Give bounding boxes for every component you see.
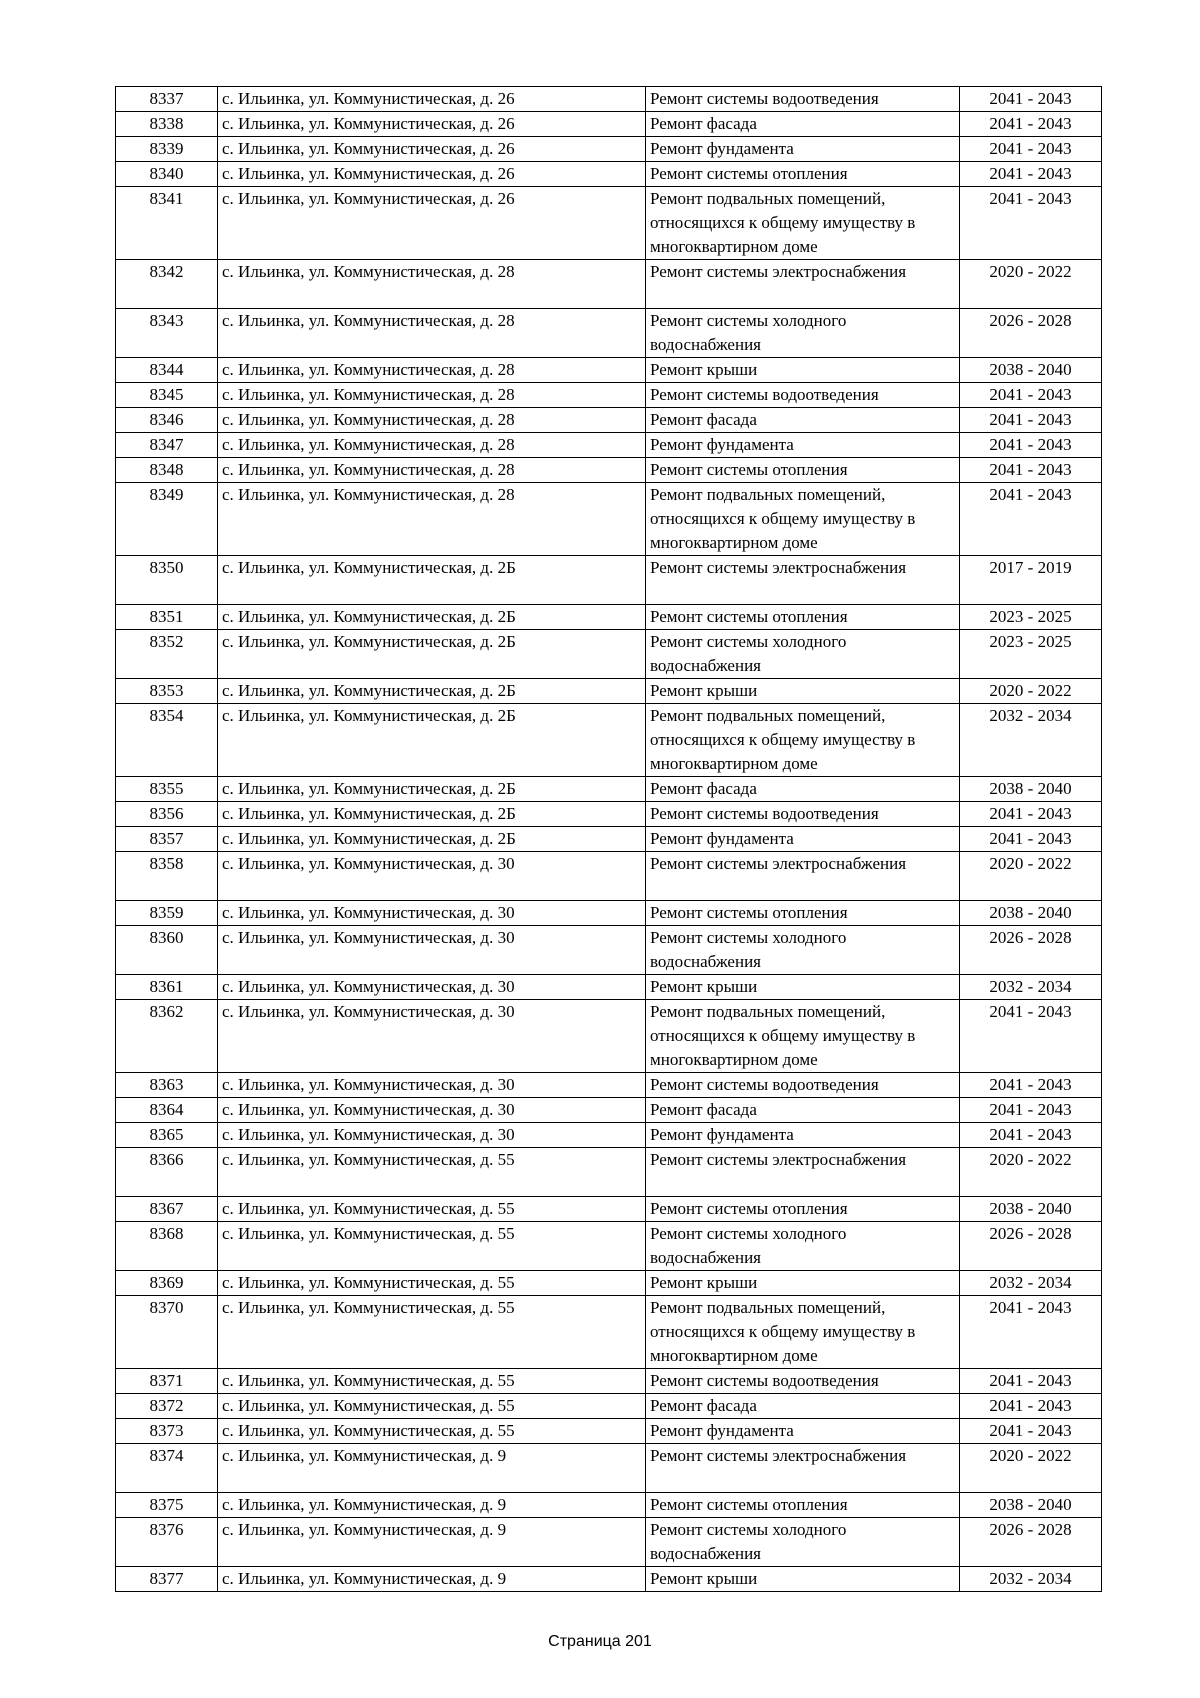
address-cell: с. Ильинка, ул. Коммунистическая, д. 30 [218, 852, 646, 901]
period-cell: 2032 - 2034 [960, 704, 1102, 777]
work-type-cell: Ремонт фасада [646, 777, 960, 802]
work-type-cell: Ремонт фундамента [646, 433, 960, 458]
row-number-cell: 8374 [116, 1444, 218, 1493]
period-cell: 2041 - 2043 [960, 802, 1102, 827]
address-cell: с. Ильинка, ул. Коммунистическая, д. 30 [218, 1123, 646, 1148]
work-type-cell: Ремонт фундамента [646, 137, 960, 162]
table-row [116, 556, 1102, 605]
address-cell: с. Ильинка, ул. Коммунистическая, д. 55 [218, 1271, 646, 1296]
table-row [116, 1296, 1102, 1369]
work-type-cell: Ремонт подвальных помещений, относящихся к общему имуществу в многоквартирном доме [646, 187, 960, 260]
period-cell: 2041 - 2043 [960, 433, 1102, 458]
table-row [116, 433, 1102, 458]
table-row [116, 1493, 1102, 1518]
address-cell: с. Ильинка, ул. Коммунистическая, д. 2Б [218, 630, 646, 679]
period-cell: 2020 - 2022 [960, 852, 1102, 901]
table-row [116, 1222, 1102, 1271]
page-number: Страница 201 [548, 1633, 652, 1650]
period-cell: 2041 - 2043 [960, 1419, 1102, 1444]
address-cell: с. Ильинка, ул. Коммунистическая, д. 30 [218, 926, 646, 975]
work-type-cell: Ремонт системы холодного водоснабжения [646, 1222, 960, 1271]
work-type-cell: Ремонт системы электроснабжения [646, 260, 960, 309]
row-number-cell: 8350 [116, 556, 218, 605]
work-type-cell: Ремонт системы отопления [646, 901, 960, 926]
period-cell: 2041 - 2043 [960, 1123, 1102, 1148]
work-type-cell: Ремонт крыши [646, 1567, 960, 1592]
period-cell: 2020 - 2022 [960, 1148, 1102, 1197]
row-number-cell: 8367 [116, 1197, 218, 1222]
row-number-cell: 8348 [116, 458, 218, 483]
row-number-cell: 8369 [116, 1271, 218, 1296]
work-type-cell: Ремонт системы холодного водоснабжения [646, 1518, 960, 1567]
row-number-cell: 8375 [116, 1493, 218, 1518]
table-row [116, 408, 1102, 433]
address-cell: с. Ильинка, ул. Коммунистическая, д. 55 [218, 1419, 646, 1444]
period-cell: 2041 - 2043 [960, 1000, 1102, 1073]
period-cell: 2041 - 2043 [960, 483, 1102, 556]
table-row [116, 309, 1102, 358]
period-cell: 2032 - 2034 [960, 975, 1102, 1000]
row-number-cell: 8343 [116, 309, 218, 358]
row-number-cell: 8354 [116, 704, 218, 777]
address-cell: с. Ильинка, ул. Коммунистическая, д. 30 [218, 1073, 646, 1098]
table-row [116, 162, 1102, 187]
table-row [116, 1073, 1102, 1098]
period-cell: 2032 - 2034 [960, 1271, 1102, 1296]
table-row [116, 1271, 1102, 1296]
address-cell: с. Ильинка, ул. Коммунистическая, д. 30 [218, 901, 646, 926]
table-row [116, 827, 1102, 852]
work-type-cell: Ремонт фасада [646, 1394, 960, 1419]
table-row [116, 679, 1102, 704]
table-row [116, 777, 1102, 802]
address-cell: с. Ильинка, ул. Коммунистическая, д. 9 [218, 1518, 646, 1567]
row-number-cell: 8340 [116, 162, 218, 187]
row-number-cell: 8339 [116, 137, 218, 162]
address-cell: с. Ильинка, ул. Коммунистическая, д. 28 [218, 408, 646, 433]
row-number-cell: 8342 [116, 260, 218, 309]
period-cell: 2038 - 2040 [960, 358, 1102, 383]
table-row [116, 1394, 1102, 1419]
row-number-cell: 8356 [116, 802, 218, 827]
address-cell: с. Ильинка, ул. Коммунистическая, д. 30 [218, 1098, 646, 1123]
work-type-cell: Ремонт системы водоотведения [646, 383, 960, 408]
row-number-cell: 8351 [116, 605, 218, 630]
work-type-cell: Ремонт системы отопления [646, 162, 960, 187]
address-cell: с. Ильинка, ул. Коммунистическая, д. 9 [218, 1493, 646, 1518]
row-number-cell: 8365 [116, 1123, 218, 1148]
address-cell: с. Ильинка, ул. Коммунистическая, д. 2Б [218, 704, 646, 777]
work-type-cell: Ремонт системы отопления [646, 1493, 960, 1518]
table-row [116, 1197, 1102, 1222]
table-row [116, 1148, 1102, 1197]
address-cell: с. Ильинка, ул. Коммунистическая, д. 2Б [218, 679, 646, 704]
table-row [116, 926, 1102, 975]
table-row [116, 458, 1102, 483]
period-cell: 2041 - 2043 [960, 1369, 1102, 1394]
address-cell: с. Ильинка, ул. Коммунистическая, д. 28 [218, 458, 646, 483]
period-cell: 2038 - 2040 [960, 1197, 1102, 1222]
period-cell: 2041 - 2043 [960, 383, 1102, 408]
work-type-cell: Ремонт системы электроснабжения [646, 1148, 960, 1197]
address-cell: с. Ильинка, ул. Коммунистическая, д. 28 [218, 260, 646, 309]
work-type-cell: Ремонт системы водоотведения [646, 802, 960, 827]
table-row [116, 358, 1102, 383]
work-type-cell: Ремонт фундамента [646, 1419, 960, 1444]
address-cell: с. Ильинка, ул. Коммунистическая, д. 55 [218, 1222, 646, 1271]
work-type-cell: Ремонт системы холодного водоснабжения [646, 630, 960, 679]
row-number-cell: 8353 [116, 679, 218, 704]
work-type-cell: Ремонт системы электроснабжения [646, 1444, 960, 1493]
table-row [116, 260, 1102, 309]
period-cell: 2041 - 2043 [960, 1073, 1102, 1098]
row-number-cell: 8364 [116, 1098, 218, 1123]
period-cell: 2041 - 2043 [960, 1296, 1102, 1369]
address-cell: с. Ильинка, ул. Коммунистическая, д. 28 [218, 433, 646, 458]
address-cell: с. Ильинка, ул. Коммунистическая, д. 30 [218, 1000, 646, 1073]
period-cell: 2041 - 2043 [960, 827, 1102, 852]
address-cell: с. Ильинка, ул. Коммунистическая, д. 55 [218, 1197, 646, 1222]
work-type-cell: Ремонт подвальных помещений, относящихся к общему имуществу в многоквартирном доме [646, 1296, 960, 1369]
work-type-cell: Ремонт подвальных помещений, относящихся к общему имуществу в многоквартирном доме [646, 1000, 960, 1073]
address-cell: с. Ильинка, ул. Коммунистическая, д. 55 [218, 1394, 646, 1419]
work-type-cell: Ремонт фундамента [646, 827, 960, 852]
work-type-cell: Ремонт крыши [646, 358, 960, 383]
repair-schedule-table [115, 86, 1102, 1592]
table-row [116, 483, 1102, 556]
period-cell: 2026 - 2028 [960, 1518, 1102, 1567]
table-row [116, 1000, 1102, 1073]
work-type-cell: Ремонт подвальных помещений, относящихся к общему имуществу в многоквартирном доме [646, 483, 960, 556]
row-number-cell: 8352 [116, 630, 218, 679]
period-cell: 2041 - 2043 [960, 458, 1102, 483]
work-type-cell: Ремонт фасада [646, 1098, 960, 1123]
period-cell: 2041 - 2043 [960, 1394, 1102, 1419]
address-cell: с. Ильинка, ул. Коммунистическая, д. 2Б [218, 605, 646, 630]
address-cell: с. Ильинка, ул. Коммунистическая, д. 26 [218, 112, 646, 137]
address-cell: с. Ильинка, ул. Коммунистическая, д. 28 [218, 309, 646, 358]
row-number-cell: 8366 [116, 1148, 218, 1197]
address-cell: с. Ильинка, ул. Коммунистическая, д. 28 [218, 358, 646, 383]
row-number-cell: 8359 [116, 901, 218, 926]
table-row [116, 87, 1102, 112]
address-cell: с. Ильинка, ул. Коммунистическая, д. 2Б [218, 556, 646, 605]
table-row [116, 852, 1102, 901]
period-cell: 2020 - 2022 [960, 1444, 1102, 1493]
row-number-cell: 8338 [116, 112, 218, 137]
work-type-cell: Ремонт системы отопления [646, 605, 960, 630]
work-type-cell: Ремонт системы водоотведения [646, 87, 960, 112]
row-number-cell: 8349 [116, 483, 218, 556]
address-cell: с. Ильинка, ул. Коммунистическая, д. 9 [218, 1444, 646, 1493]
row-number-cell: 8368 [116, 1222, 218, 1271]
period-cell: 2041 - 2043 [960, 187, 1102, 260]
table-row [116, 975, 1102, 1000]
address-cell: с. Ильинка, ул. Коммунистическая, д. 9 [218, 1567, 646, 1592]
work-type-cell: Ремонт системы электроснабжения [646, 556, 960, 605]
period-cell: 2038 - 2040 [960, 1493, 1102, 1518]
row-number-cell: 8373 [116, 1419, 218, 1444]
table-row [116, 802, 1102, 827]
period-cell: 2038 - 2040 [960, 777, 1102, 802]
table-row [116, 187, 1102, 260]
row-number-cell: 8372 [116, 1394, 218, 1419]
work-type-cell: Ремонт крыши [646, 1271, 960, 1296]
row-number-cell: 8346 [116, 408, 218, 433]
address-cell: с. Ильинка, ул. Коммунистическая, д. 55 [218, 1148, 646, 1197]
period-cell: 2032 - 2034 [960, 1567, 1102, 1592]
row-number-cell: 8347 [116, 433, 218, 458]
row-number-cell: 8361 [116, 975, 218, 1000]
period-cell: 2038 - 2040 [960, 901, 1102, 926]
period-cell: 2041 - 2043 [960, 137, 1102, 162]
address-cell: с. Ильинка, ул. Коммунистическая, д. 26 [218, 87, 646, 112]
table-row [116, 605, 1102, 630]
period-cell: 2023 - 2025 [960, 605, 1102, 630]
address-cell: с. Ильинка, ул. Коммунистическая, д. 2Б [218, 827, 646, 852]
work-type-cell: Ремонт системы электроснабжения [646, 852, 960, 901]
period-cell: 2041 - 2043 [960, 408, 1102, 433]
row-number-cell: 8377 [116, 1567, 218, 1592]
address-cell: с. Ильинка, ул. Коммунистическая, д. 2Б [218, 777, 646, 802]
table-row [116, 137, 1102, 162]
work-type-cell: Ремонт системы водоотведения [646, 1369, 960, 1394]
row-number-cell: 8355 [116, 777, 218, 802]
period-cell: 2023 - 2025 [960, 630, 1102, 679]
work-type-cell: Ремонт системы холодного водоснабжения [646, 926, 960, 975]
table-row [116, 1567, 1102, 1592]
work-type-cell: Ремонт крыши [646, 679, 960, 704]
table-row [116, 1123, 1102, 1148]
work-type-cell: Ремонт фасада [646, 112, 960, 137]
work-type-cell: Ремонт системы водоотведения [646, 1073, 960, 1098]
period-cell: 2026 - 2028 [960, 926, 1102, 975]
period-cell: 2041 - 2043 [960, 162, 1102, 187]
row-number-cell: 8362 [116, 1000, 218, 1073]
row-number-cell: 8363 [116, 1073, 218, 1098]
table-row [116, 1518, 1102, 1567]
work-type-cell: Ремонт системы отопления [646, 1197, 960, 1222]
period-cell: 2026 - 2028 [960, 309, 1102, 358]
period-cell: 2041 - 2043 [960, 1098, 1102, 1123]
address-cell: с. Ильинка, ул. Коммунистическая, д. 55 [218, 1369, 646, 1394]
address-cell: с. Ильинка, ул. Коммунистическая, д. 26 [218, 137, 646, 162]
address-cell: с. Ильинка, ул. Коммунистическая, д. 2Б [218, 802, 646, 827]
period-cell: 2041 - 2043 [960, 87, 1102, 112]
period-cell: 2041 - 2043 [960, 112, 1102, 137]
table-row [116, 1369, 1102, 1394]
work-type-cell: Ремонт системы отопления [646, 458, 960, 483]
row-number-cell: 8371 [116, 1369, 218, 1394]
address-cell: с. Ильинка, ул. Коммунистическая, д. 30 [218, 975, 646, 1000]
row-number-cell: 8344 [116, 358, 218, 383]
address-cell: с. Ильинка, ул. Коммунистическая, д. 28 [218, 483, 646, 556]
table-row [116, 901, 1102, 926]
table-row [116, 1098, 1102, 1123]
work-type-cell: Ремонт системы холодного водоснабжения [646, 309, 960, 358]
row-number-cell: 8370 [116, 1296, 218, 1369]
work-type-cell: Ремонт фундамента [646, 1123, 960, 1148]
row-number-cell: 8360 [116, 926, 218, 975]
work-type-cell: Ремонт крыши [646, 975, 960, 1000]
period-cell: 2026 - 2028 [960, 1222, 1102, 1271]
period-cell: 2020 - 2022 [960, 679, 1102, 704]
address-cell: с. Ильинка, ул. Коммунистическая, д. 28 [218, 383, 646, 408]
row-number-cell: 8357 [116, 827, 218, 852]
table-row [116, 112, 1102, 137]
work-type-cell: Ремонт подвальных помещений, относящихся к общему имуществу в многоквартирном доме [646, 704, 960, 777]
table-row [116, 383, 1102, 408]
row-number-cell: 8337 [116, 87, 218, 112]
period-cell: 2017 - 2019 [960, 556, 1102, 605]
row-number-cell: 8341 [116, 187, 218, 260]
address-cell: с. Ильинка, ул. Коммунистическая, д. 26 [218, 162, 646, 187]
row-number-cell: 8376 [116, 1518, 218, 1567]
table-row [116, 1444, 1102, 1493]
table-body [116, 87, 1102, 1592]
row-number-cell: 8345 [116, 383, 218, 408]
row-number-cell: 8358 [116, 852, 218, 901]
work-type-cell: Ремонт фасада [646, 408, 960, 433]
table-row [116, 630, 1102, 679]
period-cell: 2020 - 2022 [960, 260, 1102, 309]
table-row [116, 1419, 1102, 1444]
address-cell: с. Ильинка, ул. Коммунистическая, д. 55 [218, 1296, 646, 1369]
address-cell: с. Ильинка, ул. Коммунистическая, д. 26 [218, 187, 646, 260]
table-row [116, 704, 1102, 777]
